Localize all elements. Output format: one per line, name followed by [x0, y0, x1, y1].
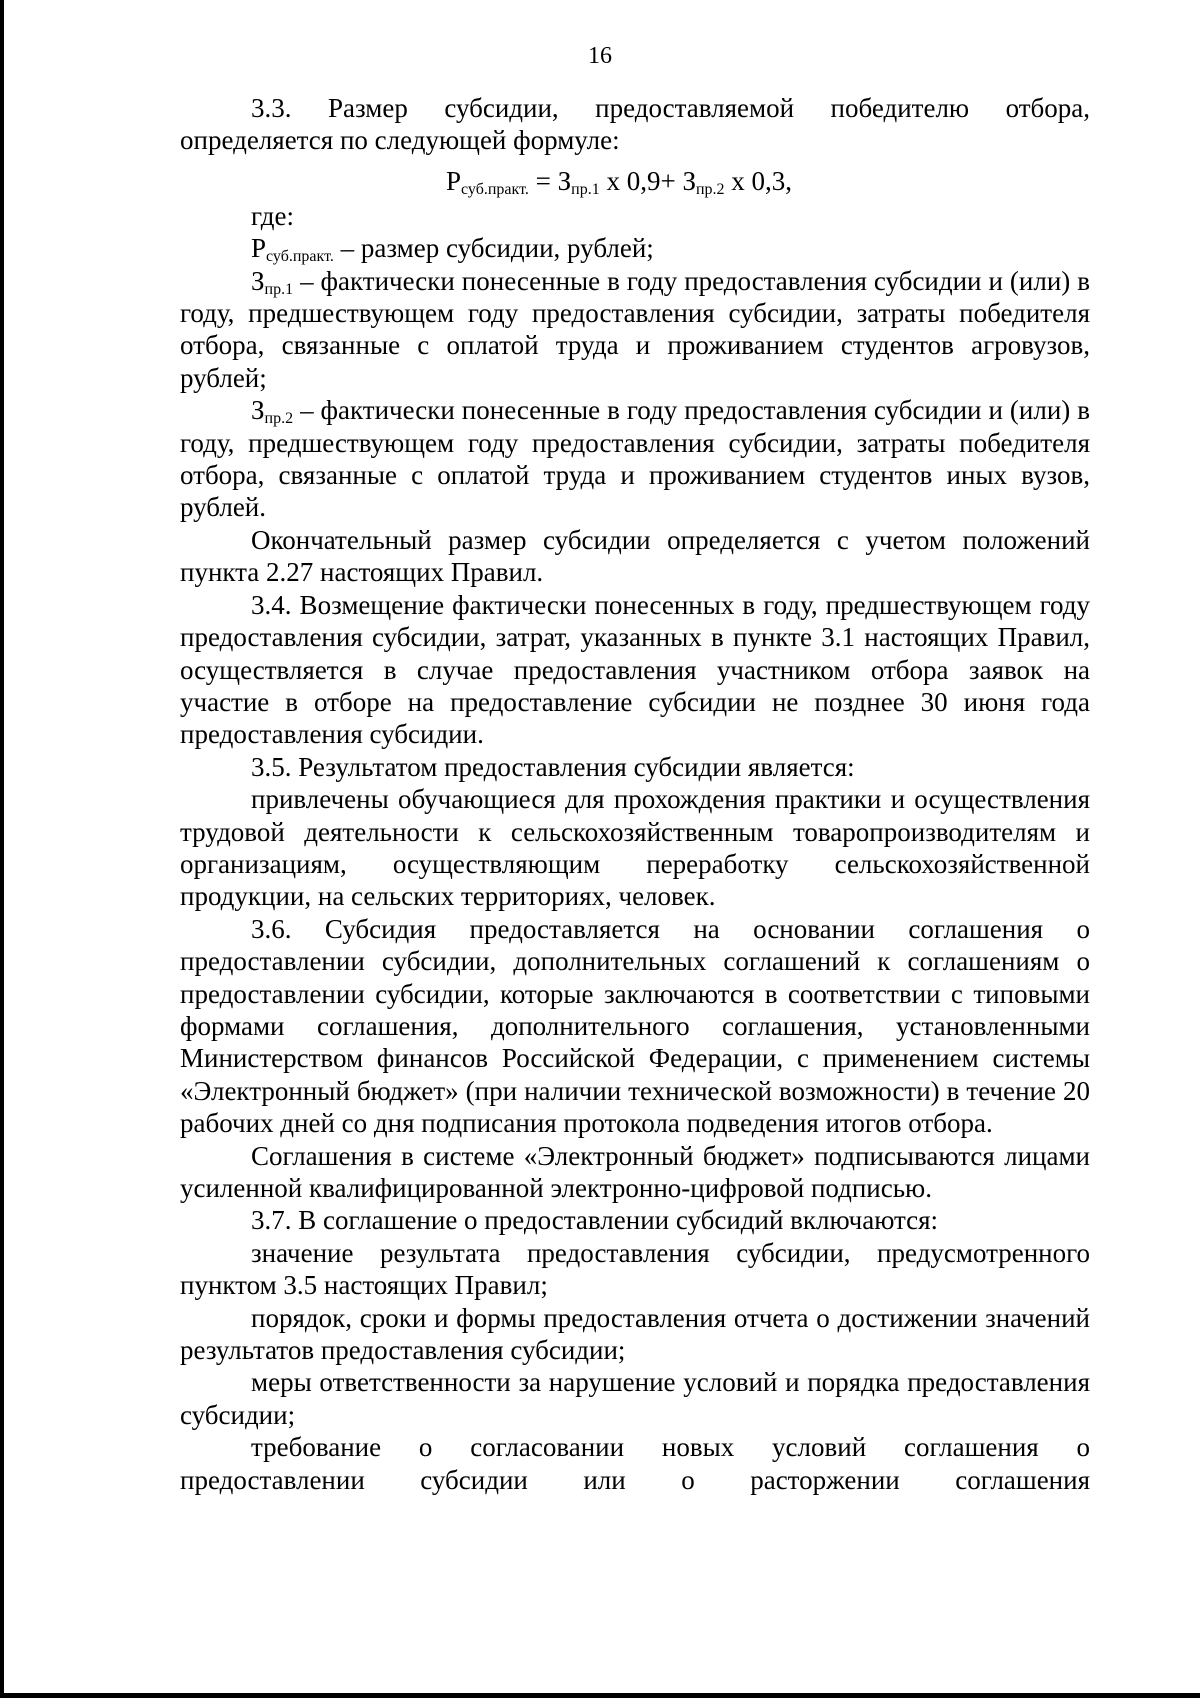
def-p-sub: суб.практ. — [266, 248, 334, 266]
def-z2-text: – фактически понесенные в году предоставления субсидии и (или) в году, предшествующем году предоставления субсидии, затраты победителя отбора, связанные с оплатой труда и проживанием студентов иных вузов, рублей. — [180, 395, 1090, 523]
definition-z2 — [180, 394, 1090, 524]
list-item-result-value: значение результата предоставления субсидии, предусмотренного пунктом 3.5 настоящих Правил; — [180, 1237, 1090, 1301]
def-z1-symbol: З — [251, 265, 265, 296]
def-z2-symbol: З — [251, 395, 265, 426]
scan-edge-bottom — [0, 1693, 1200, 1698]
formula-term2-sub: пр.2 — [695, 180, 725, 198]
formula-lhs-symbol: Р — [446, 165, 462, 196]
paragraph-3-6: 3.6. Субсидия предоставляется на основании соглашения о предоставлении субсидии, дополнительных соглашений к соглашениям о предоставлении субсидии, которые заключаются в соответствии с типовыми формами соглашения, дополнительного соглашения, установленными Министерством финансов Российской Федерации, с применением системы «Электронный бюджет» (при наличии технической возможности) в течение 20 рабочих дней со дня подписания протокола подведения итогов отбора. — [180, 913, 1090, 1139]
formula-term1-sub: пр.1 — [571, 180, 600, 198]
where-label: где: — [251, 200, 294, 231]
formula-term2-symbol: З — [682, 165, 696, 196]
def-z2-sub: пр.2 — [264, 410, 294, 428]
paragraph-3-7: 3.7. В соглашение о предоставлении субсидий включаются: — [251, 1205, 939, 1236]
paragraph-final-size: Окончательный размер субсидии определяется с учетом положений пункта 2.27 настоящих Правил. — [180, 524, 1090, 588]
scan-edge-left — [0, 0, 4, 1698]
paragraph-3-5: 3.5. Результатом предоставления субсидии является: — [251, 751, 855, 782]
formula-equals: = — [528, 165, 558, 196]
def-p-symbol: Р — [251, 233, 267, 264]
subsidy-formula — [180, 162, 1090, 200]
definition-p — [180, 232, 1090, 264]
formula-lhs-sub: суб.практ. — [461, 180, 529, 198]
paragraph-3-3: 3.3. Размер субсидии, предоставляемой победителю отбора, определяется по следующей формуле: — [180, 93, 1090, 156]
def-z1-sub: пр.1 — [264, 280, 294, 298]
page-number: 16 — [588, 43, 612, 69]
list-item-report: порядок, сроки и формы предоставления отчета о достижении значений результатов предоставления субсидии; — [180, 1302, 1090, 1366]
def-z1-text: – фактически понесенные в году предоставления субсидии и (или) в году, предшествующем году предоставления субсидии, затраты победителя отбора, связанные с оплатой труда и проживанием студентов агровузов, рублей; — [180, 265, 1090, 393]
document-body — [180, 92, 1090, 1496]
paragraph-3-5-result: привлечены обучающиеся для прохождения практики и осуществления трудовой деятельности к сельскохозяйственным товаропроизводителям и организациям, осуществляющим переработку сельскохозяйственной продукции, на сельских территориях, человек. — [180, 784, 1090, 912]
formula-term1-symbol: З — [557, 165, 572, 196]
formula-term1-rest: х 0,9+ — [599, 165, 683, 196]
paragraph-3-4: 3.4. Возмещение фактически понесенных в году, предшествующем году предоставления субсидии, затрат, указанных в пункте 3.1 настоящих Правил, осуществляется в случае предоставления участником отбора заявок на участие в отборе на предоставление субсидии не позднее 30 июня года предоставления субсидии. — [180, 589, 1090, 750]
paragraph-agreements-signed: Соглашения в системе «Электронный бюджет» подписываются лицами усиленной квалифицированной электронно-цифровой подписью. — [180, 1140, 1090, 1203]
def-p-text: – размер субсидии, рублей; — [333, 233, 654, 264]
definition-z1 — [180, 265, 1090, 395]
list-item-requirement: требование о согласовании новых условий соглашения о предоставлении субсидии или о расторжении соглашения — [180, 1432, 1090, 1495]
list-item-liability: меры ответственности за нарушение условий и порядка предоставления субсидии; — [180, 1367, 1090, 1430]
formula-term2-rest: х 0,3, — [724, 165, 793, 196]
